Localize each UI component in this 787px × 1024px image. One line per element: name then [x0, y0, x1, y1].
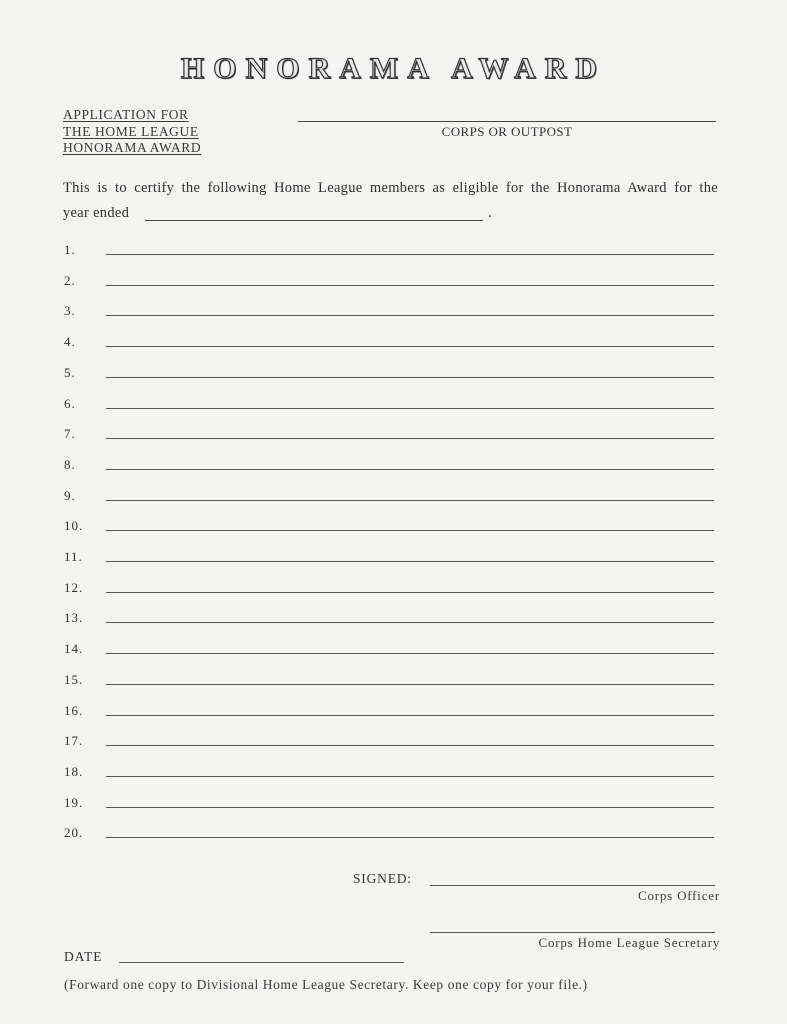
application-line-3: HONORAMA AWARD [63, 140, 202, 155]
member-number: 6. [64, 395, 76, 411]
member-number: 2. [64, 272, 76, 288]
member-number: 12. [64, 579, 84, 595]
form-title: HONORAMA AWARD [180, 52, 607, 85]
member-name-line[interactable] [106, 377, 714, 378]
forward-instructions: (Forward one copy to Divisional Home League Secretary. Keep one copy for your file.) [64, 977, 588, 992]
member-name-line[interactable] [106, 285, 714, 286]
member-name-line[interactable] [106, 469, 714, 470]
member-name-line[interactable] [106, 837, 714, 838]
signed-label: SIGNED: [353, 871, 412, 886]
member-number: 20. [64, 825, 84, 841]
member-number: 7. [64, 426, 76, 442]
application-line-2: THE HOME LEAGUE [63, 123, 199, 139]
member-number: 8. [64, 456, 76, 472]
corps-label: CORPS OR OUTPOST [441, 124, 573, 139]
member-name-line[interactable] [106, 530, 714, 531]
member-name-line[interactable] [106, 684, 714, 685]
year-ended-input-line[interactable] [145, 220, 483, 221]
member-number: 1. [64, 242, 76, 257]
corps-officer-signature-line[interactable] [430, 885, 715, 886]
certify-text: This is to certify the following Home League members as eligible for the Honorama Award for the [63, 180, 718, 196]
member-name-line[interactable] [106, 315, 714, 316]
member-number: 4. [64, 334, 76, 350]
year-ended-period: . [488, 205, 492, 221]
member-name-line[interactable] [106, 776, 714, 777]
member-name-line[interactable] [106, 438, 714, 439]
corps-input-line[interactable] [298, 121, 716, 122]
member-name-line[interactable] [106, 653, 714, 654]
member-name-line[interactable] [106, 561, 714, 562]
year-ended-label: year ended [63, 205, 130, 221]
application-line-1: APPLICATION FOR [63, 107, 189, 122]
member-name-line[interactable] [106, 622, 714, 623]
member-number: 16. [64, 702, 84, 718]
member-number: 5. [64, 364, 76, 380]
secretary-caption: Corps Home League Secretary [538, 935, 720, 950]
member-number: 14. [64, 641, 84, 657]
member-name-line[interactable] [106, 408, 714, 409]
member-number: 18. [64, 763, 84, 779]
application-heading [63, 107, 201, 157]
member-number: 10. [64, 518, 84, 534]
member-name-line[interactable] [106, 807, 714, 808]
member-number: 11. [64, 549, 83, 564]
member-name-line[interactable] [106, 500, 714, 501]
member-name-line[interactable] [106, 592, 714, 593]
member-number: 3. [64, 303, 76, 319]
member-name-line[interactable] [106, 745, 714, 746]
member-name-line[interactable] [106, 715, 714, 716]
date-label: DATE [64, 949, 103, 964]
member-name-line[interactable] [106, 254, 714, 255]
corps-officer-caption: Corps Officer [637, 888, 720, 903]
member-number: 19. [64, 794, 84, 810]
date-input-line[interactable] [119, 962, 404, 963]
member-number: 9. [64, 487, 76, 503]
member-name-line[interactable] [106, 346, 714, 347]
secretary-signature-line[interactable] [430, 932, 715, 933]
member-number: 17. [64, 733, 84, 749]
member-number: 15. [64, 671, 84, 687]
member-number: 13. [64, 610, 84, 626]
